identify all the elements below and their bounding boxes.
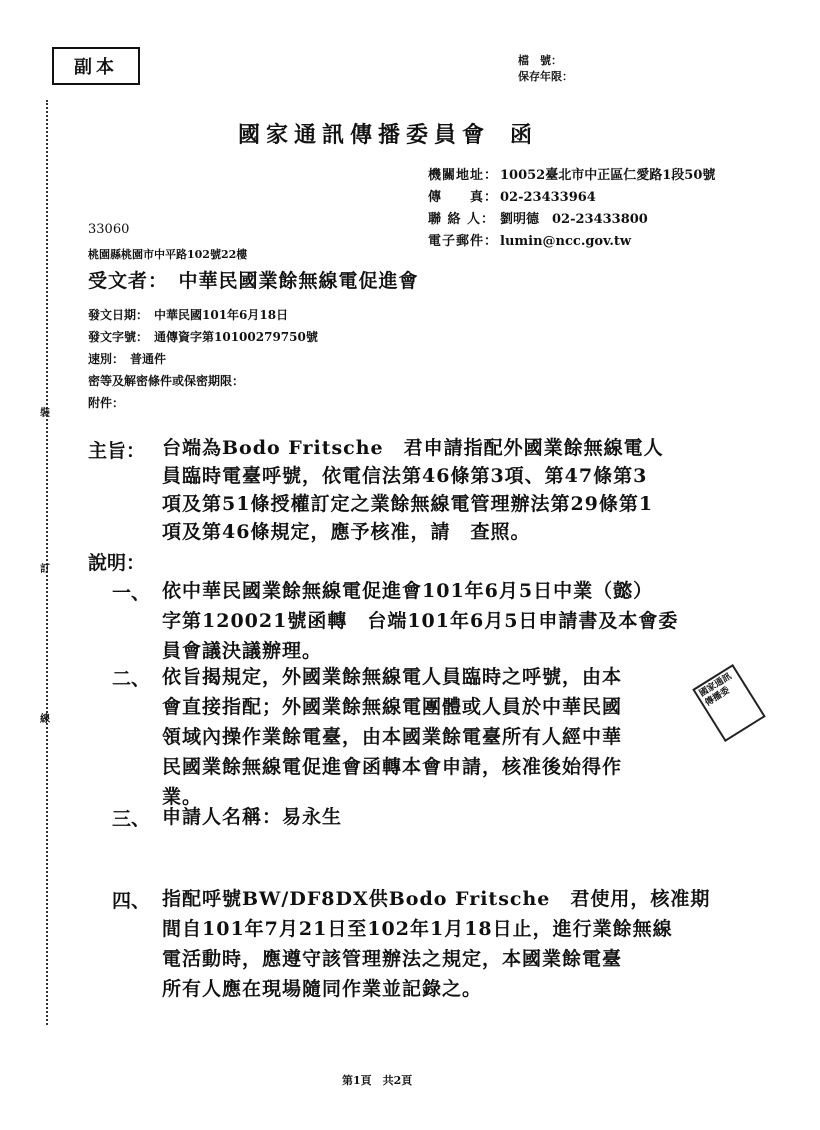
file-number-label: 檔 號： <box>518 54 562 67</box>
subject-line: 項及第51條授權訂定之業餘無線電管理辦法第29條第1 <box>162 493 654 515</box>
agency-email-label: 電子郵件： <box>428 234 499 249</box>
recipient-address: 桃園縣桃園市中平路102號22樓 <box>88 248 248 261</box>
copy-mark: 副本 <box>52 47 140 85</box>
subject-line: 台端為Bodo Fritsche 君申請指配外國業餘無線電人 <box>162 437 664 459</box>
item-number: 四、 <box>112 890 151 912</box>
binding-mark-line: 線 <box>40 714 50 725</box>
explanation-item <box>162 662 682 812</box>
agency-contact-row <box>428 208 648 227</box>
agency-email: lumin@ncc.gov.tw <box>500 234 632 249</box>
item-line: 會直接指配；外國業餘無線電團體或人員於中華民國 <box>162 696 623 718</box>
explanation-item <box>162 802 682 832</box>
subject-line: 員臨時電臺呼號，依電信法第46條第3項、第47條第3 <box>162 465 648 487</box>
agency-contact-label: 聯 絡 人： <box>428 212 496 227</box>
item-line: 申請人名稱：易永生 <box>162 806 343 828</box>
item-line: 依旨揭規定，外國業餘無線電人員臨時之呼號，由本 <box>162 666 623 688</box>
binding-mark-staple: 訂 <box>40 564 50 575</box>
agency-fax-label: 傳 真： <box>428 190 499 205</box>
agency-fax-row <box>428 186 596 205</box>
recipient-zip: 33060 <box>88 222 130 237</box>
issue-date: 發文日期： 中華民國101年6月18日 <box>88 308 289 322</box>
agency-email-row <box>428 230 631 249</box>
issue-number: 發文字號： 通傳資字第10100279750號 <box>88 330 318 344</box>
item-number: 二、 <box>112 668 151 690</box>
document-title: 國家通訊傳播委員會 <box>238 122 491 148</box>
item-line: 指配呼號BW/DF8DX供Bodo Fritsche 君使用，核准期 <box>162 888 711 910</box>
binding-mark-bind: 裝 <box>40 408 50 419</box>
item-line: 民國業餘無線電促進會函轉本會申請，核准後始得作 <box>162 756 623 778</box>
item-line: 員會議決議辦理。 <box>162 640 323 662</box>
secrecy-level: 密等及解密條件或保密期限： <box>88 374 245 388</box>
item-line: 間自101年7月21日至102年1月18日止，進行業餘無線 <box>162 918 673 940</box>
recipient: 受文者： 中華民國業餘無線電促進會 <box>88 270 419 292</box>
agency-contact: 劉明德 02-23433800 <box>500 212 648 227</box>
official-stamp: 國家通訊傳播委 <box>692 664 766 742</box>
agency-address-row <box>428 164 715 183</box>
subject-body <box>162 434 682 546</box>
agency-address-label: 機關地址： <box>428 168 499 183</box>
item-line: 業。 <box>162 786 203 808</box>
attachment: 附件： <box>88 396 125 410</box>
explanation-label: 說明： <box>88 552 146 574</box>
explanation-item <box>162 576 682 666</box>
explanation-item <box>162 884 711 1004</box>
retention-label: 保存年限： <box>518 70 573 83</box>
delivery-speed: 速別： 普通件 <box>88 352 167 366</box>
document-type: 函 <box>510 122 533 148</box>
subject-line: 項及第46條規定，應予核准，請 查照。 <box>162 521 531 543</box>
item-line: 所有人應在現場隨同作業並記錄之。 <box>162 978 483 1000</box>
agency-fax: 02-23433964 <box>500 190 596 205</box>
subject-label: 主旨： <box>88 440 146 462</box>
agency-address: 10052臺北市中正區仁愛路1段50號 <box>500 168 716 183</box>
page-footer: 第1頁 共2頁 <box>342 1074 413 1087</box>
item-number: 三、 <box>112 808 151 830</box>
item-line: 電活動時，應遵守該管理辦法之規定，本國業餘電臺 <box>162 948 623 970</box>
item-number: 一、 <box>112 582 151 604</box>
item-line: 領域內操作業餘電臺，由本國業餘電臺所有人經中華 <box>162 726 623 748</box>
item-line: 依中華民國業餘無線電促進會101年6月5日中業（懿） <box>162 580 654 602</box>
item-line: 字第120021號函轉 台端101年6月5日申請書及本會委 <box>162 610 679 632</box>
